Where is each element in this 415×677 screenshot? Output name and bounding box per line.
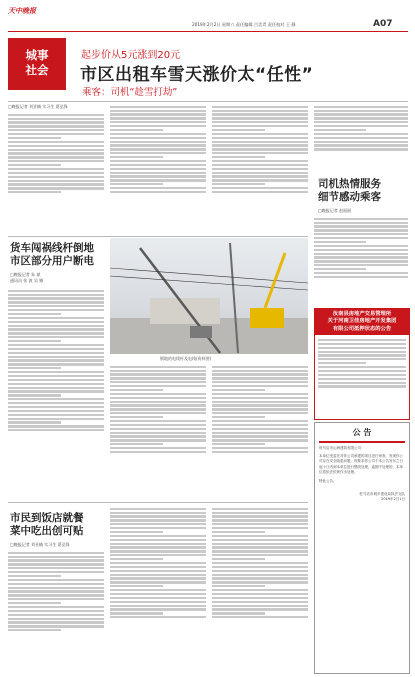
story2-body-col1 — [8, 288, 104, 498]
date-line: 2019年2月2日 星期六 责任编辑 吕美青 责任校对 王 静 — [192, 22, 296, 27]
notice-rule — [319, 441, 405, 443]
utility-pole-illustration — [110, 238, 308, 354]
page-number: A07 — [373, 19, 393, 29]
ad-title-line1: 汝南县房地产交易管理所 — [332, 311, 392, 317]
story4-headline-line1: 市民到饭店就餐 — [10, 512, 84, 524]
story2-body-col3 — [212, 364, 308, 498]
story2-headline-line1: 货车闯祸线杆倒地 — [10, 242, 94, 254]
story4-body-col3 — [212, 506, 308, 670]
story2-headline-line2: 市区部分用户断电 — [10, 255, 94, 267]
story3-body — [314, 216, 408, 306]
notice-line-0: 驻马店市山海建筑有限公司： — [319, 445, 365, 450]
story4-headline — [10, 512, 84, 538]
lead-kicker: 起步价从5元涨到20元 — [81, 50, 181, 61]
notice-line-3: 驻马店市城乡建设局执法支队 — [359, 491, 405, 496]
lead-body-col3 — [212, 104, 308, 234]
story4-byline: □晚报记者 刘亚楠 实习生 葛弘锋 — [10, 542, 70, 547]
story3-byline: □晚报记者 赵丽丽 — [318, 208, 352, 213]
story3-headline — [318, 178, 381, 204]
ad-title-line3: 有限公司抵押状态的公告 — [332, 325, 392, 332]
lead-body-col2 — [110, 104, 206, 234]
notice-box — [314, 422, 410, 674]
story2-body-col2 — [110, 364, 206, 498]
section-label-line1: 城事 — [25, 48, 49, 62]
story2-byline2: 通讯员 张 波 吴 娜 — [10, 278, 44, 283]
story4-headline-line2: 菜中吃出创可贴 — [10, 525, 84, 537]
story3-headline-line1: 司机热情服务 — [318, 178, 381, 190]
lead-headline: 市区出租车雪天涨价太“任性” — [80, 65, 314, 85]
ad-body — [318, 337, 406, 415]
story2-divider — [8, 236, 308, 237]
news-photo — [110, 238, 308, 354]
lead-byline: □晚报记者 刘亚楠 实习生 葛弘锋 — [8, 104, 68, 109]
lead-body-col4 — [314, 104, 408, 174]
section-label-line2: 社会 — [25, 63, 49, 77]
notice-title: 公 告 — [352, 428, 372, 437]
lead-divider — [8, 101, 408, 102]
story3-headline-line2: 细节感动乘客 — [318, 191, 381, 203]
notice-line-2: 特此公告。 — [319, 478, 337, 483]
lead-subhead: 乘客：司机“趁雪打劫” — [82, 87, 178, 98]
story4-divider — [8, 502, 308, 503]
section-label — [8, 38, 66, 90]
story4-body-col2 — [110, 506, 206, 670]
story2-byline1: □晚报记者 朱 斌 — [10, 272, 41, 277]
ad-title-line2: 关于河南卫佳房地产开发集团 — [327, 318, 397, 325]
story2-headline — [10, 242, 94, 268]
lead-body-col1 — [8, 112, 104, 234]
newspaper-logo: 天中晚报 — [8, 7, 36, 15]
ad-box — [314, 308, 410, 420]
ad-title — [315, 309, 409, 335]
story4-body-col1 — [8, 550, 104, 670]
header-rule — [8, 31, 408, 32]
notice-line-4: 2019年2月1日 — [381, 497, 405, 502]
notice-line-1: 本单位受委托对你公司承建的项目进行审查，发现你公司存在安全隐患问题，现要求你公司于本公告发布之日起十日内到本单位进行整改处理，逾期不处理的，本单位将依法依规作出处理。 — [319, 453, 403, 475]
photo-caption: 倒地的电线杆及电线(资料图) — [160, 356, 212, 361]
